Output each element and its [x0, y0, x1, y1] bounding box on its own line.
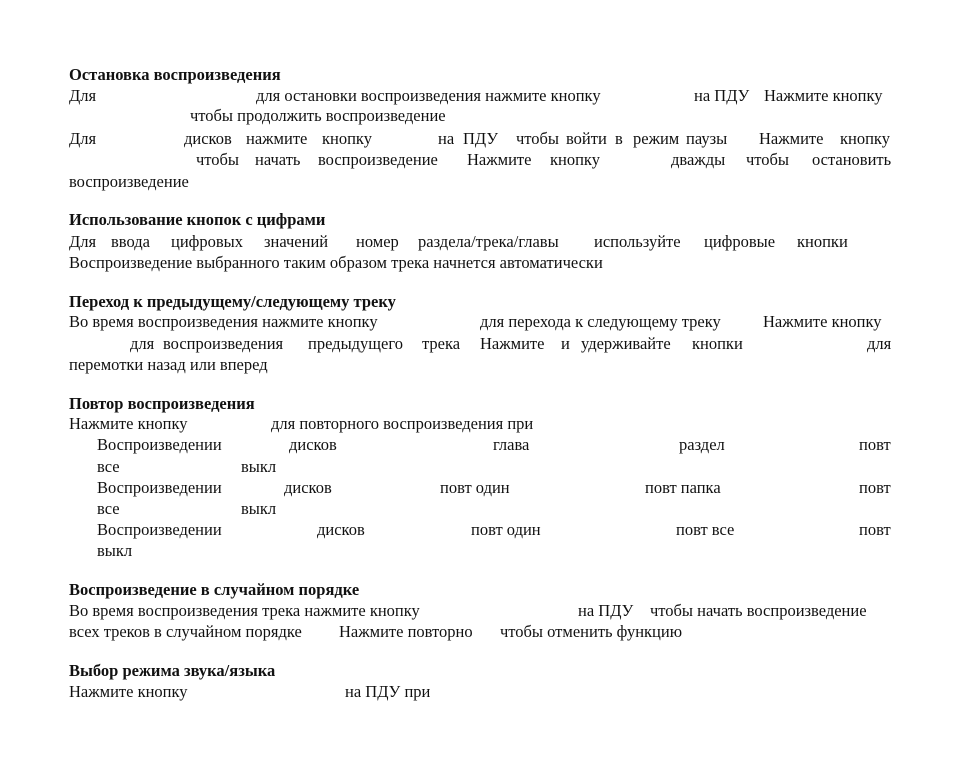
text-fragment: чтобы — [196, 150, 240, 169]
text-fragment: Во время воспроизведения трека нажмите кнопку — [69, 601, 420, 620]
text-fragment: кнопки — [797, 232, 848, 251]
text-fragment: Нажмите — [467, 150, 532, 169]
text-fragment: Воспроизведении — [97, 478, 222, 497]
text-fragment: воспроизведение — [69, 172, 189, 191]
text-fragment: режим — [633, 129, 680, 148]
text-fragment: Нажмите — [759, 129, 824, 148]
text-fragment: Нажмите — [480, 334, 545, 353]
text-fragment: для повторного воспроизведения при — [271, 414, 534, 433]
text-fragment: повт один — [471, 520, 541, 539]
text-fragment: раздела/трека/главы — [418, 232, 559, 251]
text-fragment: Для — [69, 232, 97, 251]
section-heading: Использование кнопок с цифрами — [69, 210, 326, 229]
text-fragment: повт — [859, 478, 891, 497]
text-fragment: все — [97, 457, 120, 476]
text-fragment: кнопку — [840, 129, 890, 148]
text-fragment: чтобы отменить функцию — [500, 622, 683, 641]
text-fragment: Нажмите кнопку — [69, 414, 188, 433]
text-fragment: повт папка — [645, 478, 721, 497]
text-fragment: дисков — [317, 520, 365, 539]
text-fragment: кнопки — [692, 334, 743, 353]
text-fragment: цифровые — [704, 232, 776, 251]
text-fragment: дисков — [284, 478, 332, 497]
text-fragment: паузы — [686, 129, 728, 148]
text-fragment: повт все — [676, 520, 735, 539]
text-fragment: нажмите — [246, 129, 308, 148]
section-heading: Воспроизведение в случайном порядке — [69, 580, 360, 599]
text-fragment: на ПДУ — [694, 86, 750, 105]
text-fragment: Воспроизведении — [97, 520, 222, 539]
text-fragment: для остановки воспроизведения нажмите кнопку — [256, 86, 601, 105]
text-fragment: для перехода к следующему треку — [480, 312, 721, 331]
text-fragment: всех треков в случайном порядке — [69, 622, 302, 641]
text-fragment: используйте — [594, 232, 681, 251]
text-fragment: чтобы — [516, 129, 560, 148]
section-heading: Повтор воспроизведения — [69, 394, 255, 413]
text-fragment: ПДУ — [463, 129, 499, 148]
text-fragment: для — [130, 334, 155, 353]
text-fragment: воспроизведения — [163, 334, 284, 353]
text-fragment: кнопку — [322, 129, 372, 148]
text-fragment: перемотки назад или вперед — [69, 355, 268, 374]
text-fragment: дисков — [289, 435, 337, 454]
text-fragment: значений — [264, 232, 329, 251]
text-fragment: удерживайте — [581, 334, 671, 353]
text-fragment: Нажмите кнопку — [764, 86, 883, 105]
text-fragment: войти — [566, 129, 607, 148]
text-fragment: выкл — [97, 541, 133, 560]
text-fragment: повт — [859, 435, 891, 454]
text-fragment: Во время воспроизведения нажмите кнопку — [69, 312, 378, 331]
text-fragment: остановить — [812, 150, 892, 169]
text-fragment: для — [867, 334, 892, 353]
text-fragment: дважды — [671, 150, 726, 169]
text-fragment: Воспроизведении — [97, 435, 222, 454]
text-fragment: воспроизведение — [318, 150, 438, 169]
text-fragment: и — [561, 334, 570, 353]
text-fragment: в — [615, 129, 623, 148]
section-heading: Выбор режима звука/языка — [69, 661, 276, 680]
text-fragment: на ПДУ — [578, 601, 634, 620]
text-fragment: на ПДУ при — [345, 682, 431, 701]
text-fragment: ввода — [111, 232, 150, 251]
text-fragment: номер — [356, 232, 399, 251]
text-fragment: дисков — [184, 129, 232, 148]
text-fragment: выкл — [241, 499, 277, 518]
text-fragment: цифровых — [171, 232, 243, 251]
text-fragment: чтобы — [746, 150, 790, 169]
text-fragment: Для — [69, 86, 97, 105]
text-fragment: Нажмите кнопку — [69, 682, 188, 701]
text-fragment: чтобы начать воспроизведение — [650, 601, 867, 620]
text-fragment: Нажмите повторно — [339, 622, 473, 641]
text-fragment: трека — [422, 334, 461, 353]
text-fragment: кнопку — [550, 150, 600, 169]
text-fragment: предыдущего — [308, 334, 403, 353]
text-fragment: Нажмите кнопку — [763, 312, 882, 331]
text-fragment: повт один — [440, 478, 510, 497]
text-fragment: глава — [493, 435, 530, 454]
text-fragment: выкл — [241, 457, 277, 476]
section-heading: Переход к предыдущему/следующему треку — [69, 292, 396, 311]
text-fragment: повт — [859, 520, 891, 539]
text-fragment: начать — [255, 150, 301, 169]
text-fragment: чтобы продолжить воспроизведение — [190, 106, 446, 125]
text-fragment: на — [438, 129, 455, 148]
section-heading: Остановка воспроизведения — [69, 65, 281, 84]
text-fragment: все — [97, 499, 120, 518]
text-fragment: раздел — [679, 435, 725, 454]
text-fragment: Для — [69, 129, 97, 148]
text-fragment: Воспроизведение выбранного таким образом трека начнется автоматически — [69, 253, 603, 272]
